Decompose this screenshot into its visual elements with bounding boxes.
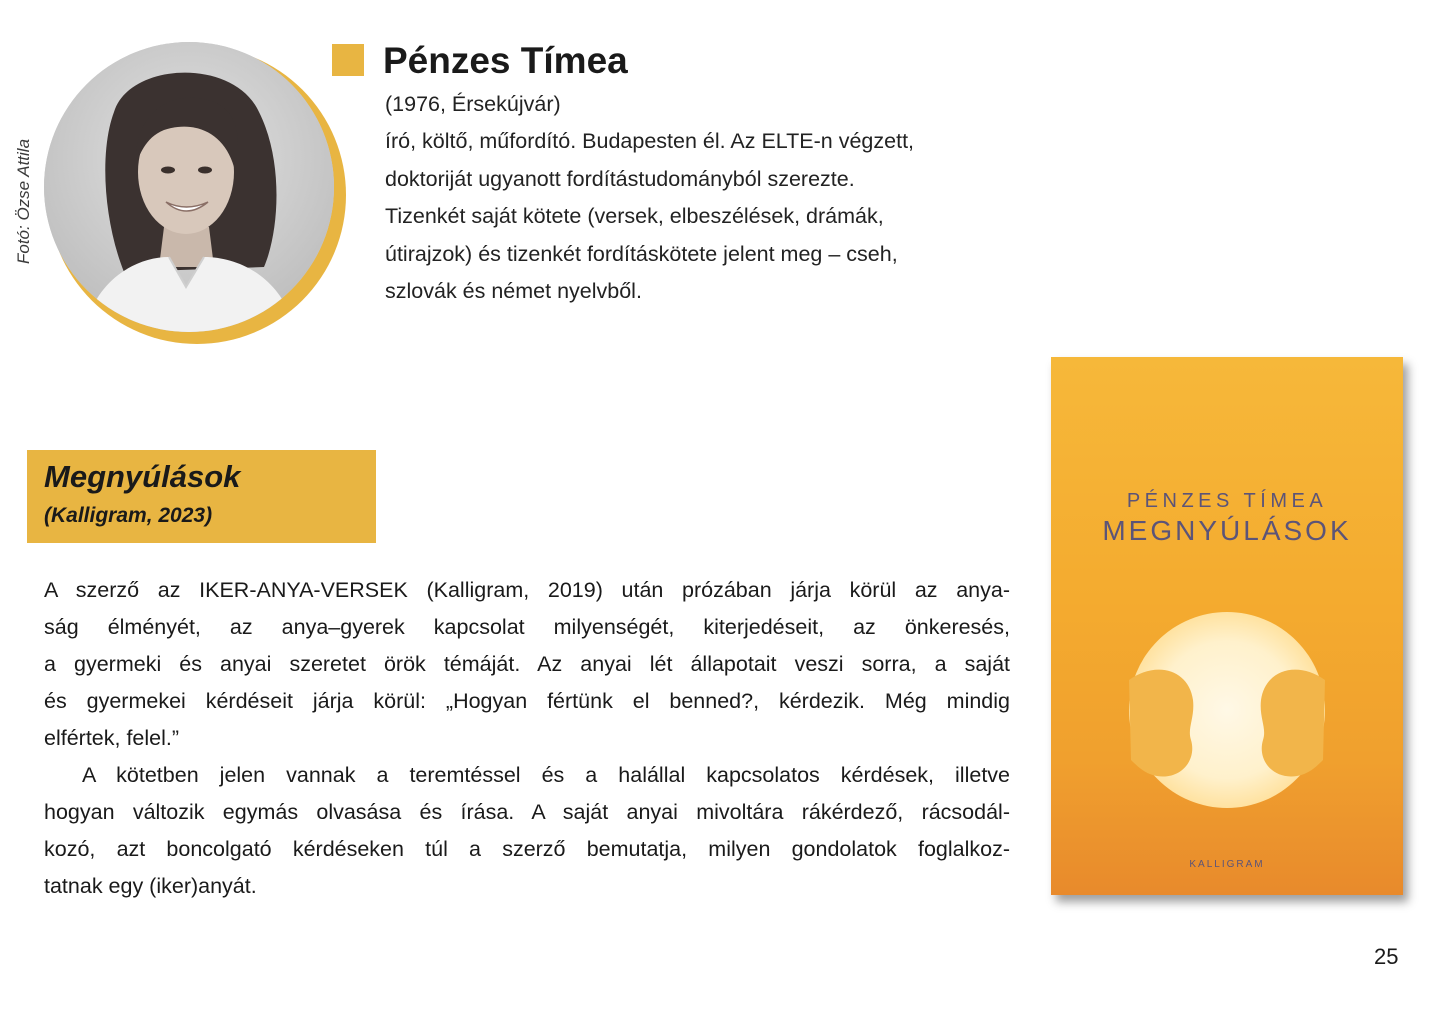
description-line: tatnak egy (iker)anyát. [44,874,257,898]
description-line: A szerző az IKER-ANYA-VERSEK (Kalligram, 2019) után prózában járja körül az anya- [44,578,1010,602]
cover-author: PÉNZES TÍMEA [1126,490,1328,512]
description-line: A kötetben jelen vannak a teremtéssel és a halállal kapcsolatos kérdések, illetve [82,763,1010,787]
bio-line: Tizenkét saját kötete (versek, elbeszélések, drámák, [385,204,884,229]
description-line: ság élményét, az anya–gyerek kapcsolat milyenségét, kiterjedéseit, az önkeresés, [44,615,1010,639]
bio-line: szlovák és német nyelvből. [385,279,642,304]
book-publisher-year: (Kalligram, 2023) [44,504,213,527]
book-cover [1051,357,1403,895]
name-accent-square [332,44,364,76]
page-number: 25 [1374,944,1399,969]
cover-publisher: KALLIGRAM [1189,859,1265,870]
author-bio [385,86,985,310]
description-line: hogyan változik egymás olvasása és írása. A saját anyai mivoltára rákérdező, rácsodál- [44,800,1010,824]
book-title-box [27,450,376,543]
cover-title: MEGNYÚLÁSOK [1102,515,1352,546]
book-description [44,572,1010,905]
photo-credit: Fotó: Özse Attila [14,138,33,264]
description-line: kozó, azt boncolgató kérdéseken túl a szerző bemutatja, milyen gondolatok foglalkoz- [44,837,1010,861]
bio-line: útirajzok) és tizenkét fordításkötete jelent meg – cseh, [385,241,898,266]
description-line: elfértek, felel.” [44,726,180,750]
bio-line: doktoriját ugyanott fordítástudományból szerezte. [385,166,855,191]
description-line: a gyermeki és anyai szeretet örök témáját. Az anyai lét állapotait veszi sorra, a saját [44,652,1010,676]
cover-moon-illustration [1117,600,1337,820]
author-portrait [44,42,334,332]
description-line: és gyermekei kérdéseit járja körül: „Hogyan fértünk el benned?, kérdezik. Még mindig [44,689,1010,713]
bio-line: (1976, Érsekújvár) [385,92,561,116]
book-title: Megnyúlások [44,459,241,494]
author-name: Pénzes Tímea [383,40,628,81]
bio-line: író, költő, műfordító. Budapesten él. Az ELTE-n végzett, [385,129,915,154]
